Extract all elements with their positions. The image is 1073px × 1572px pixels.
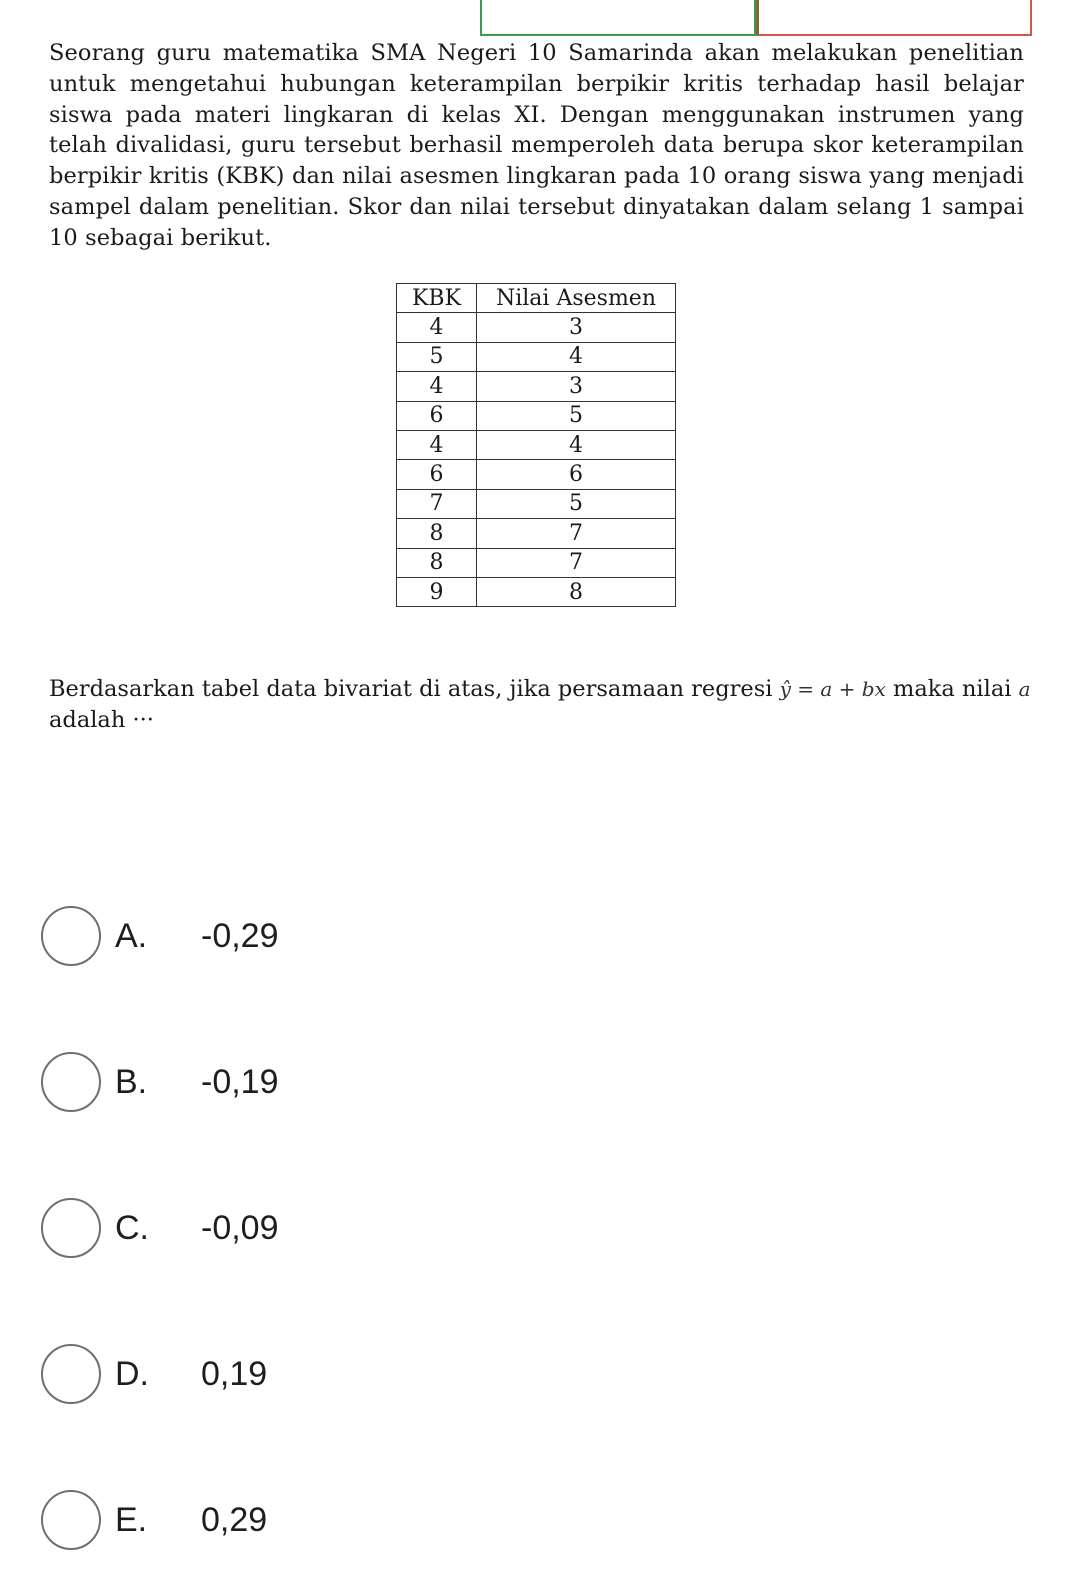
regression-equation: ŷ = a + bx [779,677,886,701]
radio-button-icon[interactable] [41,1198,101,1258]
table-header-nilai-asesmen: Nilai Asesmen [477,284,676,313]
bivariate-data-table [396,283,676,607]
question-prompt [49,674,1034,736]
table-cell-kbk: 4 [397,313,477,342]
radio-button-icon[interactable] [41,906,101,966]
table-cell-nilai: 8 [477,577,676,606]
table-cell-nilai: 4 [477,430,676,459]
table-cell-nilai: 6 [477,460,676,489]
option-c[interactable] [41,1195,279,1261]
option-d[interactable] [41,1341,267,1407]
table-row [397,342,676,371]
option-text: 0,19 [201,1354,268,1393]
table-cell-nilai: 7 [477,548,676,577]
top-answer-box-left [480,0,756,36]
variable-a: a [1018,677,1031,701]
option-b[interactable] [41,1049,279,1115]
option-letter: D. [115,1354,149,1393]
table-row [397,548,676,577]
table-cell-kbk: 4 [397,372,477,401]
option-text: 0,29 [201,1500,268,1539]
table-cell-nilai: 5 [477,401,676,430]
table-cell-kbk: 6 [397,401,477,430]
prompt-text: maka nilai [885,676,1019,702]
option-text: -0,29 [201,916,279,955]
table-cell-kbk: 6 [397,460,477,489]
table-header-row [397,284,676,313]
table-cell-nilai: 3 [477,372,676,401]
prompt-text: adalah [49,707,133,733]
table-cell-nilai: 3 [477,313,676,342]
table-row [397,372,676,401]
radio-button-icon[interactable] [41,1344,101,1404]
table-row [397,313,676,342]
table-cell-kbk: 7 [397,489,477,518]
ellipsis: ··· [132,707,154,733]
option-text: -0,09 [201,1208,279,1247]
table-cell-nilai: 4 [477,342,676,371]
option-letter: E. [115,1500,148,1539]
table-header-kbk: KBK [397,284,477,313]
option-letter: A. [115,916,148,955]
table-row [397,460,676,489]
radio-button-icon[interactable] [41,1052,101,1112]
top-answer-box-right [756,0,1032,36]
table-cell-kbk: 4 [397,430,477,459]
table-row [397,401,676,430]
table-row [397,430,676,459]
table-row [397,519,676,548]
radio-button-icon[interactable] [41,1490,101,1550]
option-text: -0,19 [201,1062,279,1101]
table-row [397,577,676,606]
prompt-text: Berdasarkan tabel data bivariat di atas, jika persamaan regresi [49,676,780,702]
table-cell-kbk: 8 [397,519,477,548]
option-letter: C. [115,1208,149,1247]
question-paragraph: Seorang guru matematika SMA Negeri 10 Samarinda akan melakukan penelitian untuk mengetahui hubungan keterampilan berpikir kritis terhadap hasil belajar siswa pada materi lingkaran di kelas XI. Dengan menggunakan instrumen yang telah divalidasi, guru tersebut berhasil memperoleh data berupa skor keterampilan berpikir kritis (KBK) dan nilai asesmen lingkaran pada 10 orang siswa yang menjadi sampel dalam penelitian. Skor dan nilai tersebut dinyatakan dalam selang 1 sampai 10 sebagai berikut. [49,40,1024,251]
option-a[interactable] [41,903,279,969]
table-row [397,489,676,518]
table-cell-kbk: 8 [397,548,477,577]
table-cell-nilai: 5 [477,489,676,518]
option-letter: B. [115,1062,148,1101]
table-cell-kbk: 5 [397,342,477,371]
option-e[interactable] [41,1487,267,1553]
table-cell-nilai: 7 [477,519,676,548]
table-cell-kbk: 9 [397,577,477,606]
